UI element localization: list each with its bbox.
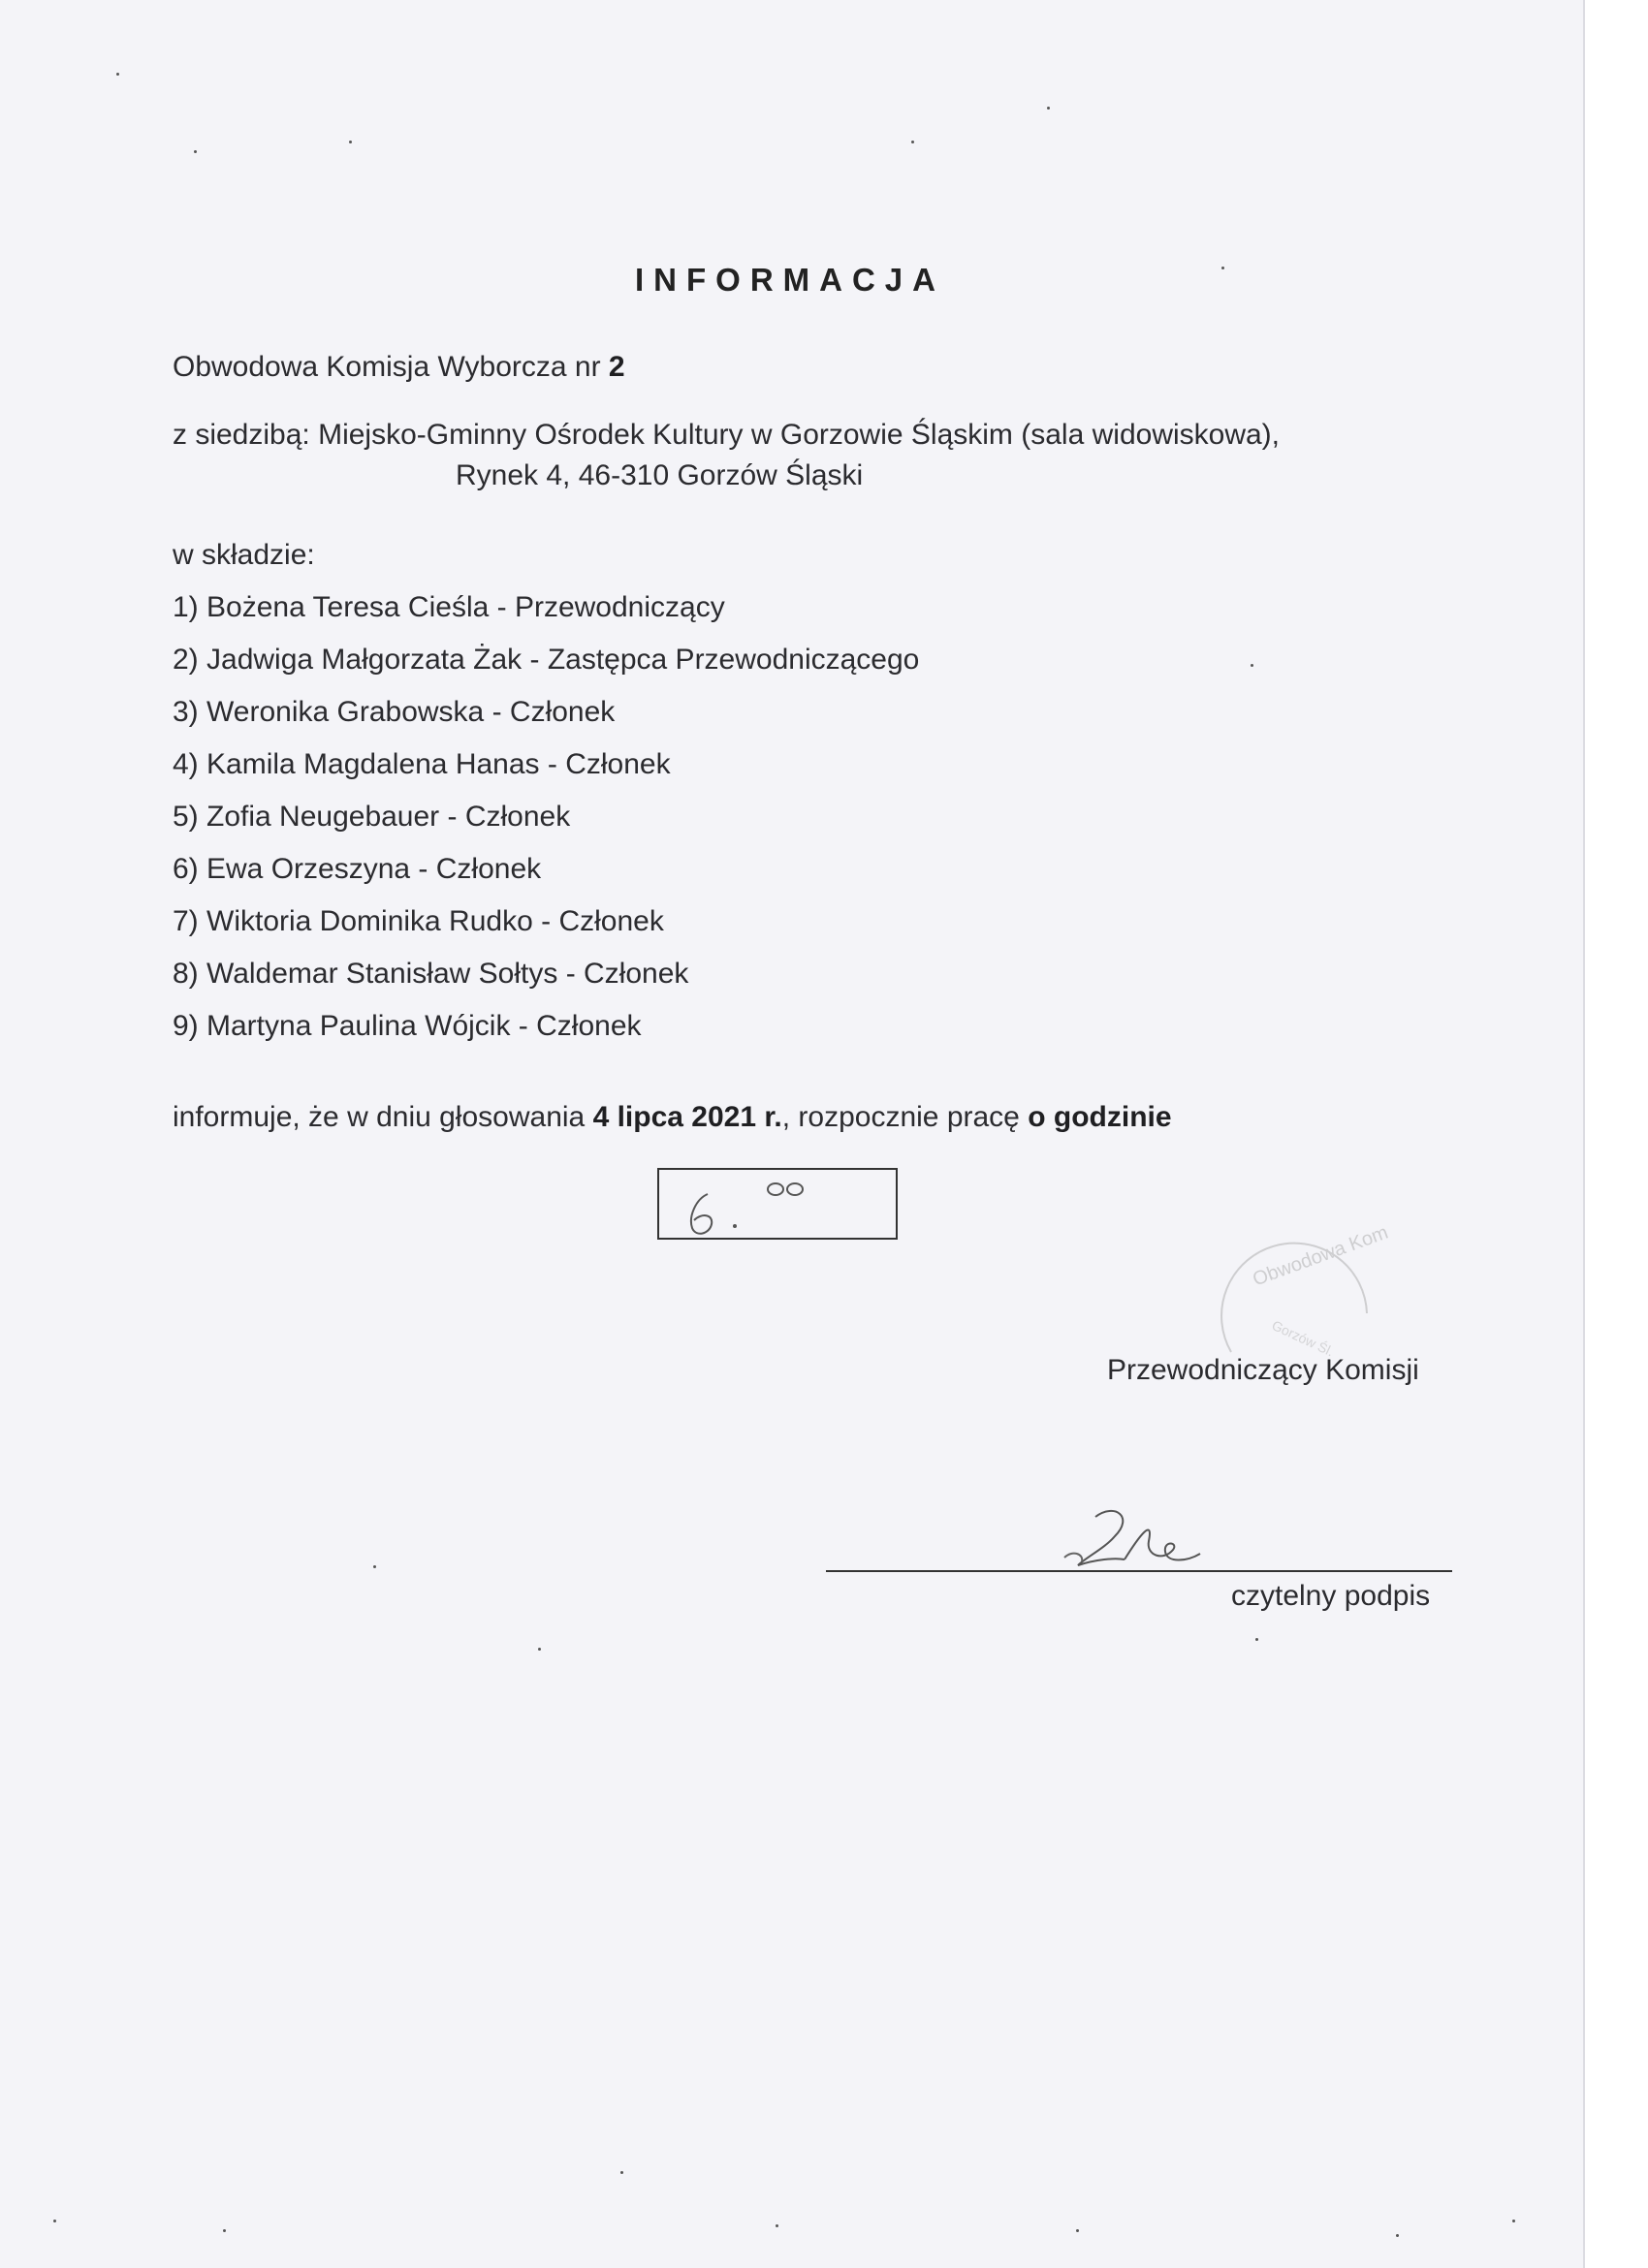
notice-date: 4 lipca 2021 r. — [592, 1101, 782, 1133]
scan-speck — [1076, 2229, 1079, 2232]
notice-middle: , rozpocznie pracę — [781, 1101, 1020, 1133]
scan-speck — [1221, 267, 1224, 269]
commission-label: Obwodowa Komisja Wyborcza nr — [173, 351, 601, 383]
scan-speck — [116, 73, 119, 76]
svg-text:Obwodowa Kom: Obwodowa Kom — [1250, 1221, 1391, 1291]
scan-speck — [194, 150, 197, 153]
seat-line-1: z siedzibą: Miejsko-Gminny Ośrodek Kultury w Gorzowie Śląskim (sala widowiskowa), — [173, 419, 1281, 451]
commission-line — [173, 351, 625, 384]
seat-line-2: Rynek 4, 46-310 Gorzów Śląski — [456, 459, 864, 491]
notice-suffix: o godzinie — [1028, 1101, 1172, 1133]
member-item: 1) Bożena Teresa Cieśla - Przewodniczący — [173, 591, 725, 623]
member-item: 8) Waldemar Stanisław Sołtys - Członek — [173, 958, 689, 990]
scan-speck — [1512, 2220, 1515, 2222]
scan-speck — [1251, 664, 1253, 667]
signature-caption: czytelny podpis — [1231, 1580, 1431, 1612]
scan-speck — [620, 2171, 623, 2174]
document-title: INFORMACJA — [635, 262, 945, 298]
composition-label: w składzie: — [173, 539, 315, 571]
scan-speck — [911, 141, 914, 143]
member-item: 5) Zofia Neugebauer - Członek — [173, 801, 571, 833]
member-item: 9) Martyna Paulina Wójcik - Członek — [173, 1010, 642, 1042]
start-time-handwriting — [659, 1170, 900, 1242]
member-item: 6) Ewa Orzeszyna - Członek — [173, 853, 542, 885]
scan-margin — [1585, 0, 1648, 2268]
member-item: 2) Jadwiga Małgorzata Żak - Zastępca Przewodniczącego — [173, 644, 920, 676]
notice-line — [173, 1101, 1172, 1134]
scan-speck — [1255, 1638, 1258, 1641]
scan-speck — [223, 2229, 226, 2232]
scan-speck — [776, 2224, 778, 2227]
scan-speck — [349, 141, 352, 143]
scan-speck — [53, 2220, 56, 2222]
commission-number: 2 — [608, 351, 625, 383]
scan-speck — [1396, 2234, 1399, 2237]
member-item: 4) Kamila Magdalena Hanas - Członek — [173, 748, 671, 780]
signature-line — [826, 1570, 1452, 1572]
scan-speck — [373, 1565, 376, 1568]
scan-speck — [538, 1648, 541, 1651]
notice-prefix: informuje, że w dniu głosowania — [173, 1101, 586, 1133]
scan-speck — [1047, 107, 1050, 110]
chair-label: Przewodniczący Komisji — [1107, 1354, 1419, 1386]
start-time-box — [657, 1168, 898, 1240]
svg-text:Gorzów Śl.: Gorzów Śl. — [1269, 1316, 1337, 1360]
member-item: 7) Wiktoria Dominika Rudko - Członek — [173, 905, 664, 937]
member-item: 3) Weronika Grabowska - Członek — [173, 696, 616, 728]
